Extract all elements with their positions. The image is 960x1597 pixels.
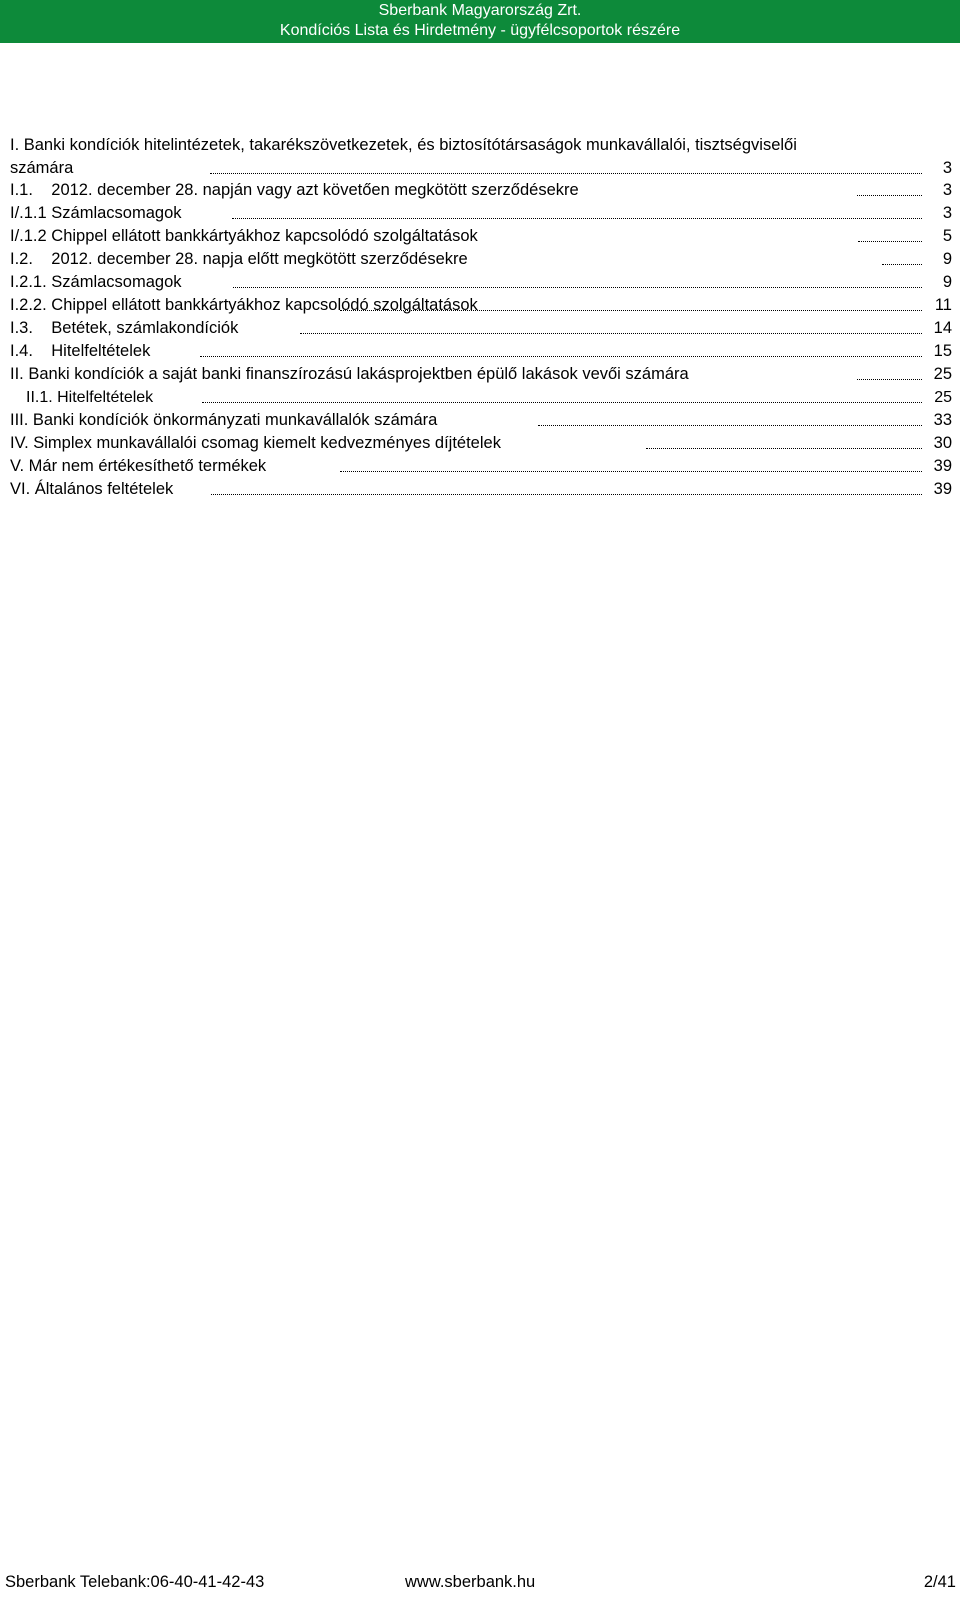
toc-entry-text: I.3. Betétek, számlakondíciók (10, 319, 239, 337)
toc-leader-dots (340, 310, 922, 311)
toc-entry-text: II.1. Hitelfeltételek (26, 389, 154, 406)
toc-entry[interactable] (10, 409, 952, 432)
toc-page-number: 9 (942, 250, 952, 268)
toc-entry-first[interactable] (10, 157, 952, 179)
header-document-title: Kondíciós Lista és Hirdetmény - ügyfélcsoportok részére (279, 22, 681, 39)
toc-leader-dots (857, 195, 922, 196)
toc-entry-text: I.4. Hitelfeltételek (10, 342, 151, 360)
toc-page-number: 14 (933, 319, 952, 337)
toc-entry-first-line1[interactable]: I. Banki kondíciók hitelintézetek, takarékszövetkezetek, és biztosítótársaságok munkavállalói, tisztségviselői (10, 136, 797, 154)
toc-leader-dots (882, 264, 922, 265)
toc-entry-text: I/.1.2 Chippel ellátott bankkártyákhoz kapcsolódó szolgáltatások (10, 227, 478, 245)
footer-page-number: 2/41 (923, 1573, 956, 1591)
toc-leader-dots (202, 402, 922, 403)
toc-entry-text: VI. Általános feltételek (10, 480, 174, 498)
toc-leader-dots (646, 448, 922, 449)
toc-entry-text: I.2.1. Számlacsomagok (10, 273, 182, 291)
toc-page-number: 5 (942, 227, 952, 245)
toc-page-number: 11 (934, 296, 952, 314)
toc-leader-dots (300, 333, 922, 334)
toc-leader-dots (200, 356, 922, 357)
toc-entry[interactable] (10, 386, 952, 409)
toc-entry-text: I.2.2. Chippel ellátott bankkártyákhoz kapcsolódó szolgáltatások (10, 296, 478, 314)
toc-page-number: 15 (933, 342, 952, 360)
toc-entry[interactable] (10, 455, 952, 478)
toc-leader-dots (340, 471, 922, 472)
footer-website-link[interactable]: www.sberbank.hu (405, 1573, 536, 1591)
header-company-name: Sberbank Magyarország Zrt. (378, 2, 582, 19)
toc-entry[interactable] (10, 432, 952, 455)
toc-leader-dots (210, 173, 922, 174)
toc-entry-text: III. Banki kondíciók önkormányzati munkavállalók számára (10, 411, 438, 429)
toc-page-number: 3 (942, 159, 952, 177)
toc-entry-text: V. Már nem értékesíthető termékek (10, 457, 267, 475)
toc-page-number: 33 (933, 411, 952, 429)
toc-entry-text: IV. Simplex munkavállalói csomag kiemelt kedvezményes díjtételek (10, 434, 501, 452)
toc-entry[interactable] (10, 202, 952, 225)
toc-entry[interactable] (10, 478, 952, 501)
toc-leader-dots (857, 379, 922, 380)
toc-page-number: 9 (942, 273, 952, 291)
toc-page-number: 39 (933, 480, 952, 498)
toc-page-number: 3 (942, 204, 952, 222)
footer-telebank-phone: Sberbank Telebank:06-40-41-42-43 (5, 1573, 265, 1591)
toc-entry-text: II. Banki kondíciók a saját banki finanszírozású lakásprojektben épülő lakások vevői számára (10, 365, 689, 383)
toc-page-number: 39 (933, 457, 952, 475)
toc-entry[interactable] (10, 317, 952, 340)
toc-page-number: 25 (933, 365, 952, 383)
toc-leader-dots (232, 218, 922, 219)
toc-entry[interactable] (10, 248, 952, 271)
toc-leader-dots (211, 494, 922, 495)
toc-entry-text: számára (10, 159, 74, 177)
toc-entry[interactable] (10, 225, 952, 248)
toc-entry[interactable] (10, 363, 952, 386)
toc-leader-dots (233, 287, 922, 288)
toc-entry-text: I.2. 2012. december 28. napja előtt megkötött szerződésekre (10, 250, 468, 268)
table-of-contents (10, 133, 952, 501)
toc-entry-text: I.1. 2012. december 28. napján vagy azt követően megkötött szerződésekre (10, 181, 579, 199)
toc-leader-dots (538, 425, 922, 426)
toc-entry[interactable] (10, 271, 952, 294)
toc-entry[interactable] (10, 179, 952, 202)
toc-page-number: 30 (933, 434, 952, 452)
toc-entry-text: I/.1.1 Számlacsomagok (10, 204, 182, 222)
page-header (0, 0, 960, 43)
toc-entry[interactable] (10, 294, 952, 317)
toc-page-number: 25 (934, 389, 952, 406)
toc-page-number: 3 (942, 181, 952, 199)
toc-leader-dots (858, 241, 922, 242)
toc-entry[interactable] (10, 340, 952, 363)
